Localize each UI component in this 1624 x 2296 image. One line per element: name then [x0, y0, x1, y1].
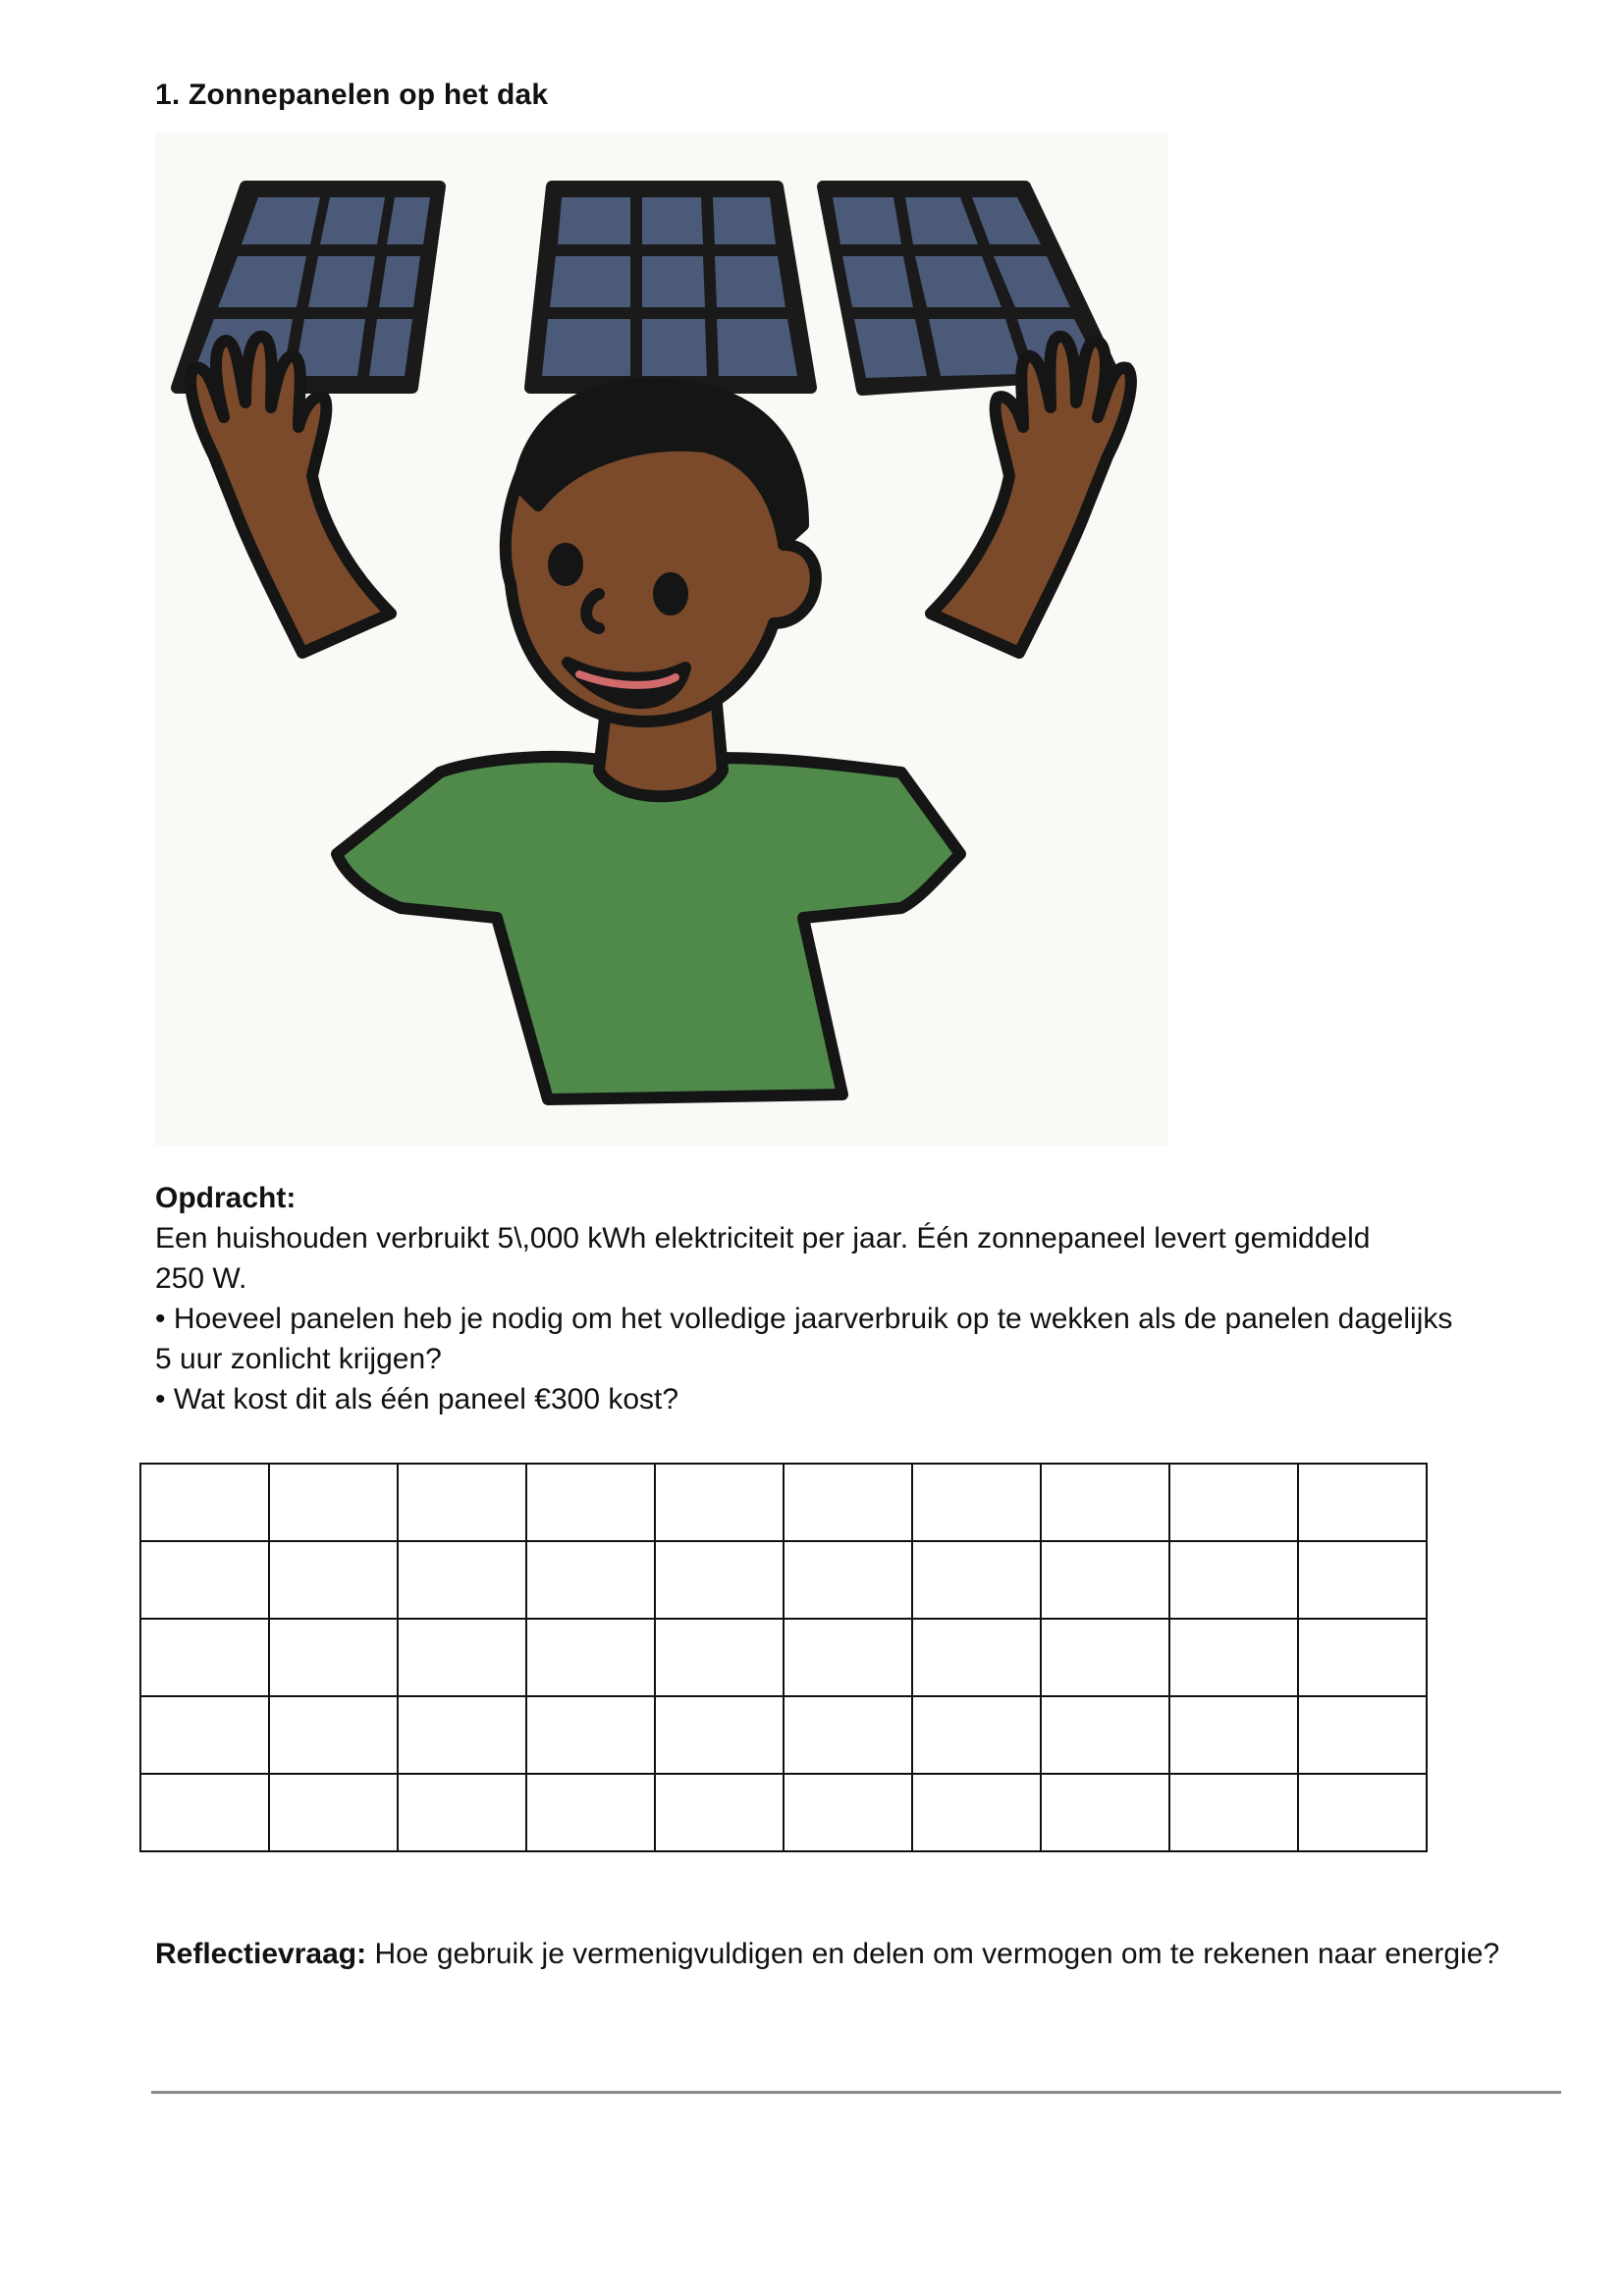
grid-cell[interactable]	[784, 1541, 912, 1619]
grid-cell[interactable]	[269, 1619, 398, 1696]
assignment-question: 5 uur zonlicht krijgen?	[155, 1343, 442, 1375]
divider-line	[151, 2091, 1561, 2094]
assignment-question: • Wat kost dit als één paneel €300 kost?	[155, 1383, 679, 1415]
grid-cell[interactable]	[526, 1464, 655, 1541]
grid-cell[interactable]	[269, 1696, 398, 1774]
grid-cell[interactable]	[784, 1696, 912, 1774]
grid-cell[interactable]	[1041, 1696, 1169, 1774]
page-title: 1. Zonnepanelen op het dak	[155, 79, 549, 111]
grid-cell[interactable]	[1298, 1619, 1427, 1696]
answer-grid[interactable]	[139, 1463, 1428, 1852]
grid-cell[interactable]	[655, 1774, 784, 1851]
grid-cell[interactable]	[1041, 1619, 1169, 1696]
grid-cell[interactable]	[526, 1774, 655, 1851]
grid-cell[interactable]	[912, 1696, 1041, 1774]
grid-cell[interactable]	[269, 1464, 398, 1541]
grid-cell[interactable]	[526, 1696, 655, 1774]
grid-cell[interactable]	[398, 1541, 526, 1619]
assignment-heading: Opdracht:	[155, 1182, 297, 1214]
grid-cell[interactable]	[269, 1541, 398, 1619]
grid-cell[interactable]	[912, 1619, 1041, 1696]
grid-cell[interactable]	[1169, 1696, 1298, 1774]
grid-cell[interactable]	[1169, 1774, 1298, 1851]
grid-cell[interactable]	[1041, 1464, 1169, 1541]
grid-cell[interactable]	[655, 1619, 784, 1696]
grid-cell[interactable]	[784, 1464, 912, 1541]
grid-cell[interactable]	[912, 1774, 1041, 1851]
assignment-line: 250 W.	[155, 1262, 247, 1295]
grid-cell[interactable]	[1169, 1464, 1298, 1541]
grid-cell[interactable]	[398, 1696, 526, 1774]
grid-cell[interactable]	[1041, 1541, 1169, 1619]
grid-cell[interactable]	[140, 1696, 269, 1774]
grid-cell[interactable]	[1041, 1774, 1169, 1851]
grid-cell[interactable]	[912, 1541, 1041, 1619]
assignment-question: • Hoeveel panelen heb je nodig om het volledige jaarverbruik op te wekken als de panelen dagelijks	[155, 1303, 1453, 1335]
grid-row	[140, 1541, 1427, 1619]
grid-cell[interactable]	[912, 1464, 1041, 1541]
grid-cell[interactable]	[140, 1774, 269, 1851]
reflection-label: Reflectievraag:	[155, 1938, 367, 1970]
grid-cell[interactable]	[784, 1774, 912, 1851]
grid-cell[interactable]	[655, 1464, 784, 1541]
grid-cell[interactable]	[655, 1696, 784, 1774]
assignment-block	[155, 1178, 1569, 1419]
grid-cell[interactable]	[140, 1541, 269, 1619]
grid-cell[interactable]	[1169, 1541, 1298, 1619]
grid-cell[interactable]	[526, 1541, 655, 1619]
grid-row	[140, 1696, 1427, 1774]
solar-panels-boy-illustration	[155, 133, 1168, 1146]
grid-cell[interactable]	[140, 1619, 269, 1696]
grid-row	[140, 1464, 1427, 1541]
grid-cell[interactable]	[398, 1464, 526, 1541]
boy-figure	[190, 337, 1131, 1099]
grid-cell[interactable]	[398, 1619, 526, 1696]
grid-row	[140, 1619, 1427, 1696]
reflection-text: Hoe gebruik je vermenigvuldigen en delen om vermogen om te rekenen naar energie?	[366, 1938, 1500, 1970]
solar-panel-middle	[530, 187, 811, 388]
grid-cell[interactable]	[1298, 1774, 1427, 1851]
grid-cell[interactable]	[526, 1619, 655, 1696]
grid-cell[interactable]	[784, 1619, 912, 1696]
grid-cell[interactable]	[398, 1774, 526, 1851]
assignment-line: Een huishouden verbruikt 5\,000 kWh elektriciteit per jaar. Één zonnepaneel levert gemiddeld	[155, 1222, 1371, 1255]
grid-cell[interactable]	[655, 1541, 784, 1619]
grid-cell[interactable]	[1298, 1464, 1427, 1541]
reflection-question	[155, 1934, 1549, 1974]
grid-cell[interactable]	[1298, 1541, 1427, 1619]
grid-row	[140, 1774, 1427, 1851]
grid-cell[interactable]	[1169, 1619, 1298, 1696]
grid-cell[interactable]	[140, 1464, 269, 1541]
grid-cell[interactable]	[1298, 1696, 1427, 1774]
grid-cell[interactable]	[269, 1774, 398, 1851]
